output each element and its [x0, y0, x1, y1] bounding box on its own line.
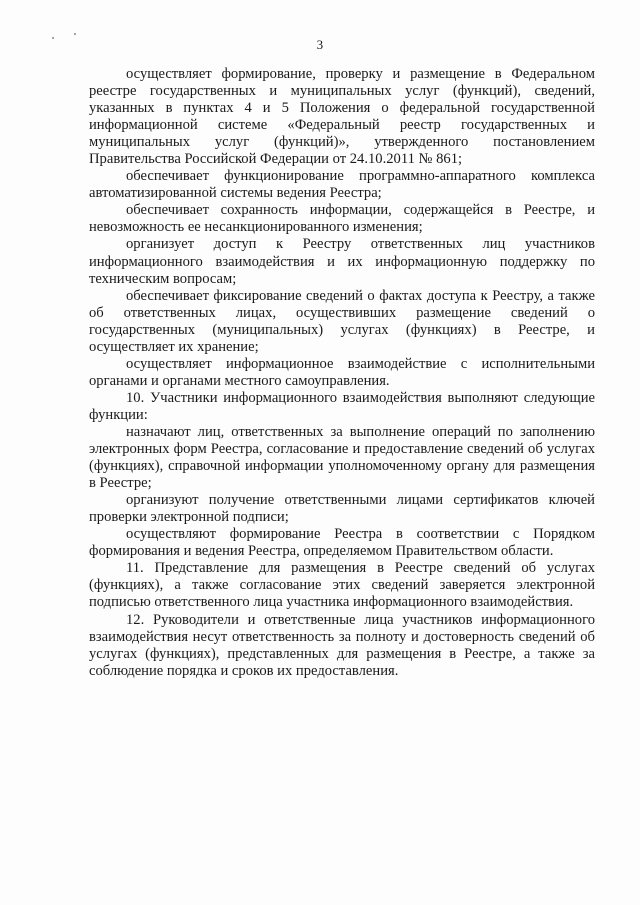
paragraph: организуют получение ответственными лицами сертификатов ключей проверки электронной подписи;	[89, 492, 595, 526]
paragraph: обеспечивает сохранность информации, содержащейся в Реестре, и невозможность ее несанкционированного изменения;	[89, 202, 595, 236]
paragraph: обеспечивает функционирование программно-аппаратного комплекса автоматизированной системы ведения Реестра;	[89, 168, 595, 202]
paragraph: 10. Участники информационного взаимодействия выполняют следующие функции:	[89, 389, 595, 423]
scan-speck	[74, 33, 76, 35]
paragraph: осуществляют формирование Реестра в соответствии с Порядком формирования и ведения Реестра, определяемом Правительством области.	[89, 526, 595, 560]
paragraph: осуществляет формирование, проверку и размещение в Федеральном реестре государственных и муниципальных услуг (функций), сведений, указанных в пунктах 4 и 5 Положения о федеральной государственной информационной системе «Федеральный реестр государственных и муниципальных услуг (функций)», утвержденного постановлением Правительства Российской Федерации от 24.10.2011 № 861;	[89, 66, 595, 168]
paragraph: обеспечивает фиксирование сведений о фактах доступа к Реестру, а также об ответственных лицах, осуществивших размещение сведений о государственных (муниципальных) услугах (функциях) в Реестре, и осуществляет их хранение;	[89, 287, 595, 355]
page-number: 3	[316, 37, 324, 52]
paragraph: организует доступ к Реестру ответственных лиц участников информационного взаимодействия и их информационную поддержку по техническим вопросам;	[89, 236, 595, 287]
paragraph: 11. Представление для размещения в Реестре сведений об услугах (функциях), а также согласование этих сведений заверяется электронной подписью ответственного лица участника информационного взаимодействия.	[89, 560, 595, 611]
paragraph: осуществляет информационное взаимодействие с исполнительными органами и органами местного самоуправления.	[89, 355, 595, 389]
document-body	[89, 66, 595, 680]
paragraph: назначают лиц, ответственных за выполнение операций по заполнению электронных форм Реестра, согласование и предоставление сведений об услугах (функциях), справочной информации уполномоченному органу для размещения в Реестре;	[89, 423, 595, 492]
paragraph: 12. Руководители и ответственные лица участников информационного взаимодействия несут ответственность за полноту и достоверность сведений об услугах (функциях), представленных для размещения в Реестре, а также за соблюдение порядка и сроков их предоставления.	[89, 611, 595, 679]
